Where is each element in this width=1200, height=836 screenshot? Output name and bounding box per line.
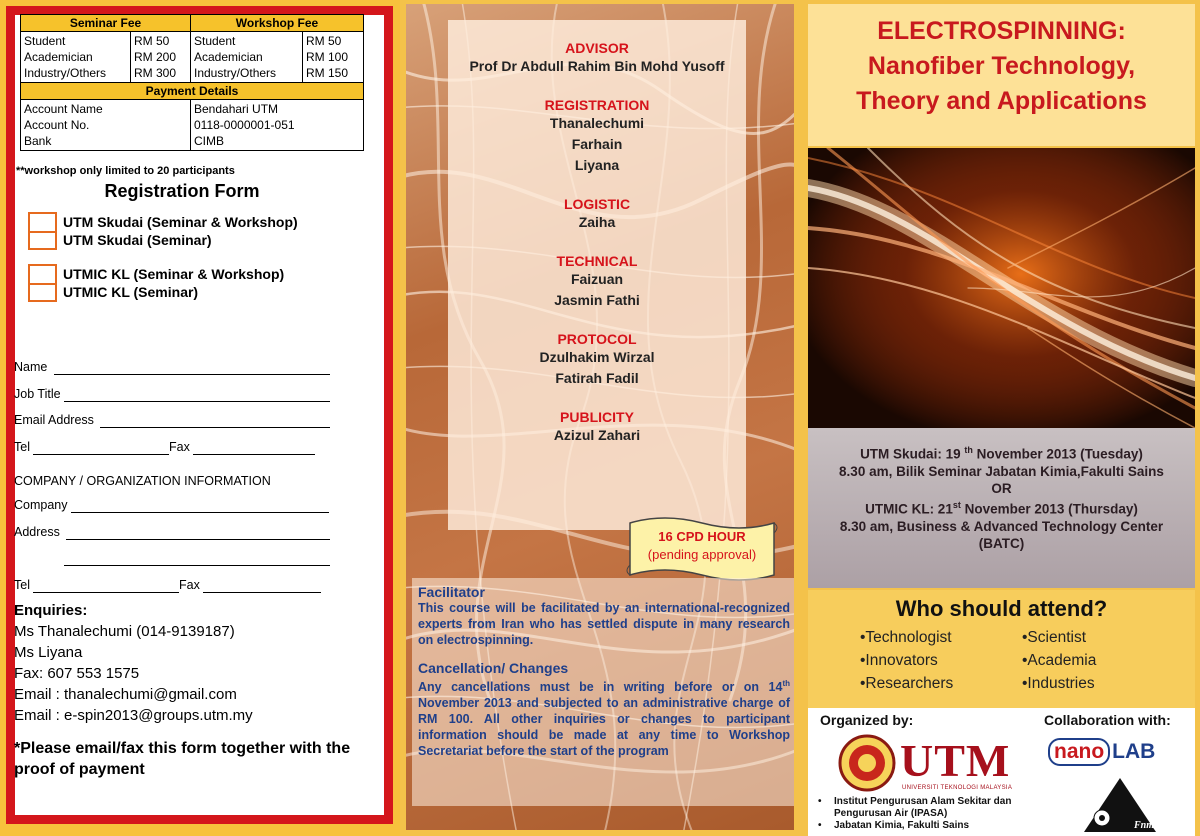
svg-text:Fnm: Fnm: [1134, 820, 1155, 831]
address-line-2[interactable]: [14, 545, 374, 572]
checkbox-icon[interactable]: [28, 212, 57, 250]
workshop-limit-note: **workshop only limited to 20 participants: [16, 165, 235, 177]
name-field[interactable]: Name: [14, 354, 374, 381]
option-utmic-kl[interactable]: UTMIC KL (Seminar & Workshop) UTMIC KL (Seminar): [28, 264, 374, 302]
course-info: [412, 578, 796, 806]
who-should-attend: [808, 590, 1195, 708]
role-advisor: ADVISOR: [565, 40, 629, 56]
tel-fax-field[interactable]: Tel Fax: [14, 434, 374, 461]
cancellation-title: Cancellation/ Changes: [418, 660, 569, 676]
nanolab-logo: nano LAB: [1048, 738, 1155, 766]
collaboration-label: Collaboration with:: [1044, 712, 1171, 728]
checkbox-icon[interactable]: [28, 264, 57, 302]
cover-panel: [800, 0, 1200, 836]
committee-panel: [400, 0, 800, 836]
address-field[interactable]: Address: [14, 519, 374, 546]
event-schedule: [808, 428, 1195, 588]
skudai-date: UTM Skudai: 19 $^{th}$ November 2013 (Tuesday): [860, 445, 1143, 462]
seminar-fee-header: Seminar Fee: [21, 15, 191, 32]
company-info-heading: COMPANY / ORGANIZATION INFORMATION: [14, 474, 271, 488]
organizers: [808, 708, 1195, 836]
kl-venue: 8.30 am, Business & Advanced Technology Center: [839, 518, 1164, 534]
attend-list-1: •Technologist •Innovators •Researchers: [860, 629, 954, 692]
role-publicity: PUBLICITY: [560, 409, 634, 425]
attend-title: Who should attend?: [895, 596, 1108, 621]
skudai-venue: 8.30 am, Bilik Seminar Jabatan Kimia,Fakulti Sains: [839, 464, 1164, 479]
nanofiber-photo: [808, 148, 1195, 428]
option-utm-skudai[interactable]: UTM Skudai (Seminar & Workshop) UTM Skudai (Seminar): [28, 212, 374, 250]
kl-date: UTMIC KL: 21st November 2013 (Thursday): [865, 499, 1138, 516]
registration-panel: [0, 0, 400, 836]
submission-note: *Please email/fax this form together with the proof of payment: [14, 740, 351, 778]
organizer-departments: • Institut Pengurusan Alam Sekitar dan Pengurusan Air (IPASA) • Jabatan Kimia, Fakulti Sains: [818, 796, 1012, 831]
nanofiber-image: [808, 148, 1195, 428]
event-title: ELECTROSPINNING: Nanofiber Technology, Theory and Applications: [808, 4, 1195, 146]
enquiries: Enquiries: Ms Thanalechumi (014-9139187) Ms Liyana Fax: 607 553 1575 Email : thanalechumi@gmail.com Email : e-spin2013@groups.utm.my: [14, 602, 253, 724]
registration-form-title: Registration Form: [104, 181, 260, 201]
cancellation-text: Any cancellations must be in writing before or on 14th November 2013 and subjected to an administrative charge of RM 100. All other inquiries or changes to participant information should be made at any time to Workshop Secretariat before the start of the program: [418, 679, 790, 759]
cpd-hour-banner: 16 CPD HOUR (pending approval): [624, 515, 780, 587]
utm-full-name: UNIVERSITI TEKNOLOGI MALAYSIA: [902, 785, 1013, 791]
utm-logo-text: UTM: [900, 735, 1011, 786]
registration-content: [14, 12, 374, 807]
role-logistic: LOGISTIC: [563, 196, 631, 212]
role-protocol: PROTOCOL: [557, 331, 637, 347]
utm-crest-icon: [838, 734, 896, 792]
form-fields: [14, 354, 374, 598]
workshop-fee-header: Workshop Fee: [191, 15, 364, 32]
attend-list-2: •Scientist •Academia •Industries: [1022, 629, 1097, 692]
organizing-committee: ADVISOR Prof Dr Abdull Rahim Bin Mohd Yusoff REGISTRATION Thanalechumi Farhain Liyana LOGISTIC Zaiha TECHNICAL Faizuan Jasmin Fathi PROTOCOL Dzulhakim Wirzal Fatirah Fadil PUBLICITY Azizul Zahari: [448, 20, 746, 530]
fnm-logo-icon: [1080, 774, 1160, 834]
job-title-field[interactable]: Job Title: [14, 381, 374, 408]
seminar-categories: Student Academician Industry/Others: [21, 32, 131, 83]
email-field[interactable]: Email Address: [14, 407, 374, 434]
seminar-prices: RM 50 RM 200 RM 300: [131, 32, 191, 83]
role-registration: REGISTRATION: [544, 97, 650, 113]
kl-venue-abbr: (BATC): [978, 536, 1025, 551]
workshop-categories: Student Academician Industry/Others: [191, 32, 303, 83]
role-technical: TECHNICAL: [556, 253, 638, 269]
facilitator-text: This course will be facilitated by an international-recognized experts from Iran who has settled dispute in many research on electrospinning.: [418, 601, 790, 647]
organized-by-label: Organized by:: [820, 712, 914, 728]
tel-fax-field-2[interactable]: Tel Fax: [14, 572, 374, 599]
fee-table: [20, 14, 364, 151]
facilitator-title: Facilitator: [418, 584, 485, 600]
payment-values: Bendahari UTM 0118-0000001-051 CIMB: [191, 100, 364, 151]
payment-labels: Account Name Account No. Bank: [21, 100, 191, 151]
payment-details-header: Payment Details: [21, 83, 364, 100]
or-separator: OR: [991, 480, 1012, 496]
workshop-prices: RM 50 RM 100 RM 150: [303, 32, 364, 83]
company-field[interactable]: Company: [14, 492, 374, 519]
